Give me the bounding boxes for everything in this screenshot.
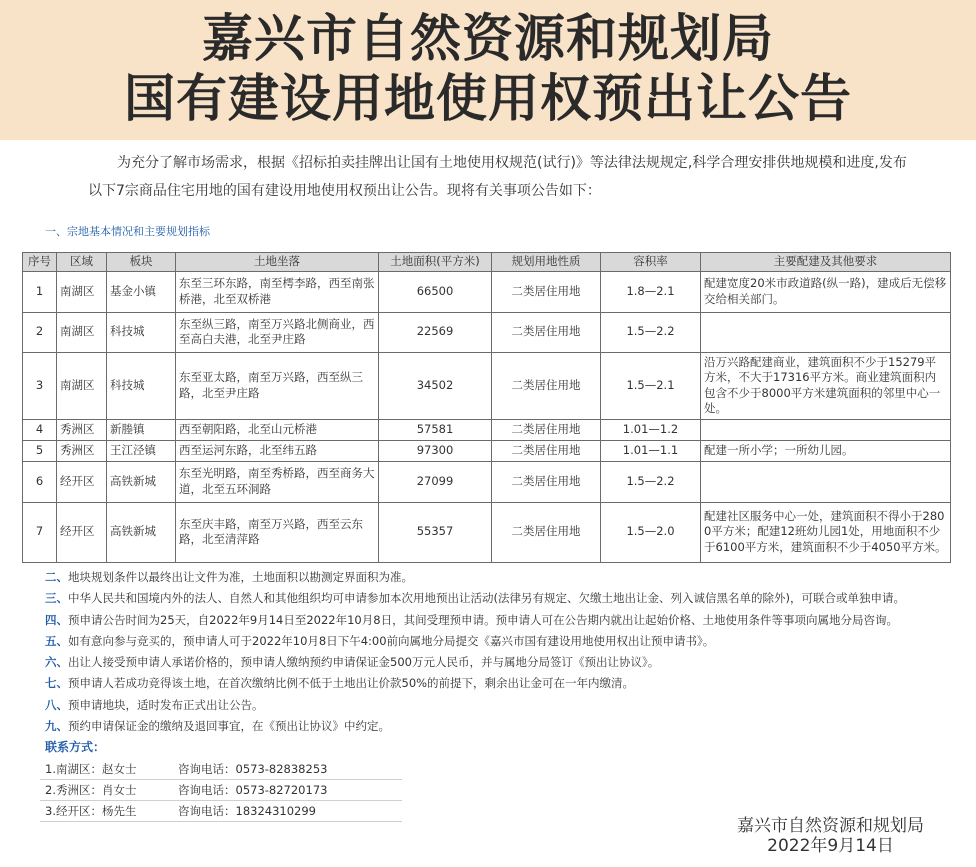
cell-district: 经开区: [57, 461, 107, 502]
table-row: [23, 271, 951, 312]
cell-area: 34502: [379, 352, 492, 419]
cell-area: 57581: [379, 419, 492, 440]
cell-district: 南湖区: [57, 352, 107, 419]
column-header-use: 规划用地性质: [492, 253, 601, 272]
header-band: [0, 0, 976, 140]
cell-use: 二类居住用地: [492, 352, 601, 419]
cell-notes: 配建一所小学；一所幼儿园。: [701, 440, 951, 461]
cell-notes: [701, 419, 951, 440]
cell-district: 南湖区: [57, 271, 107, 312]
contact-row: [40, 780, 402, 801]
column-header-area: 土地面积(平方米): [379, 253, 492, 272]
contacts-list: [40, 759, 402, 822]
item-text: 预约申请保证金的缴纳及退回事宜，在《预出让协议》中约定。: [68, 719, 390, 734]
cell-notes: 沿万兴路配建商业，建筑面积不少于15279平方米，不大于17316平方米。商业建筑面积内包含不少于8000平方米建筑面积的邻里中心一处。: [701, 352, 951, 419]
cell-block: 高铁新城: [107, 502, 176, 562]
item-text: 预申请地块，适时发布正式出让公告。: [68, 697, 264, 712]
contact-row: [40, 801, 402, 822]
cell-area: 27099: [379, 461, 492, 502]
notice-item: [45, 567, 905, 588]
intro-line-1: 为充分了解市场需求，根据《招标拍卖挂牌出让国有土地使用权规范(试行)》等法律法规规定,科学合理安排供地规模和进度,发布: [117, 155, 907, 171]
cell-no: 3: [23, 352, 57, 419]
notice-item: [45, 652, 905, 673]
intro-line-2: 以下7宗商品住宅用地的国有建设用地使用权预出让公告。现将有关事项公告如下：: [88, 183, 601, 199]
contact-person: 3.经开区：杨先生: [45, 804, 137, 818]
table-header-row: [23, 253, 951, 272]
column-header-location: 土地坐落: [176, 253, 379, 272]
column-header-notes: 主要配建及其他要求: [701, 253, 951, 272]
cell-block: 高铁新城: [107, 461, 176, 502]
cell-no: 1: [23, 271, 57, 312]
cell-area: 66500: [379, 271, 492, 312]
notice-item: [45, 610, 905, 631]
cell-location: 东至亚太路，南至万兴路，西至纵三路，北至尹庄路: [176, 352, 379, 419]
item-number: 八、: [45, 697, 68, 712]
item-number: 七、: [45, 676, 68, 691]
notice-item: [45, 631, 905, 652]
table-row: [23, 440, 951, 461]
cell-use: 二类居住用地: [492, 440, 601, 461]
cell-block: 基金小镇: [107, 271, 176, 312]
cell-use: 二类居住用地: [492, 502, 601, 562]
cell-area: 55357: [379, 502, 492, 562]
contact-person: 1.南湖区：赵女士: [45, 762, 137, 776]
title-line-2: 国有建设用地使用权预出让公告: [123, 70, 852, 129]
column-header-block: 板块: [107, 253, 176, 272]
cell-location: 东至纵三路，南至万兴路北侧商业，西至高白夫港，北至尹庄路: [176, 312, 379, 352]
column-header-far: 容积率: [601, 253, 701, 272]
cell-district: 南湖区: [57, 312, 107, 352]
notice-item: [45, 588, 905, 609]
cell-no: 2: [23, 312, 57, 352]
cell-use: 二类居住用地: [492, 461, 601, 502]
contact-row: [40, 759, 402, 780]
cell-location: 西至运河东路，北至纬五路: [176, 440, 379, 461]
cell-location: 西至朝阳路，北至山元桥港: [176, 419, 379, 440]
cell-notes: [701, 461, 951, 502]
section-heading: 一、宗地基本情况和主要规划指标: [45, 225, 210, 238]
notice-item: [45, 716, 905, 737]
cell-district: 经开区: [57, 502, 107, 562]
signature-block: [728, 816, 933, 856]
cell-use: 二类居住用地: [492, 419, 601, 440]
table-row: [23, 419, 951, 440]
item-number: 三、: [45, 591, 68, 606]
table-row: [23, 312, 951, 352]
cell-far: 1.01—1.1: [601, 440, 701, 461]
item-number: 五、: [45, 633, 68, 648]
cell-far: 1.5—2.2: [601, 461, 701, 502]
column-header-district: 区域: [57, 253, 107, 272]
cell-notes: 配建社区服务中心一处，建筑面积不得小于2800平方米；配建12班幼儿园1处，用地面积不少于6100平方米，建筑面积不少于4050平方米。: [701, 502, 951, 562]
cell-no: 5: [23, 440, 57, 461]
cell-no: 7: [23, 502, 57, 562]
table-row: [23, 352, 951, 419]
cell-block: 科技城: [107, 312, 176, 352]
item-text: 预申请人若成功竞得该土地，在首次缴纳比例不低于土地出让价款50%的前提下，剩余出让金可在一年内缴清。: [68, 676, 635, 691]
item-text: 中华人民共和国境内外的法人、自然人和其他组织均可申请参加本次用地预出让活动(法律另有规定、欠缴土地出让金、列入诚信黑名单的除外)，可联合或单独申请。: [68, 591, 905, 606]
contact-phone: 咨询电话：0573-82838253: [178, 762, 328, 776]
table-row: [23, 502, 951, 562]
cell-far: 1.8—2.1: [601, 271, 701, 312]
notice-item: [45, 695, 905, 716]
cell-block: 王江泾镇: [107, 440, 176, 461]
title-line-1: 嘉兴市自然资源和规划局: [201, 10, 774, 69]
cell-no: 4: [23, 419, 57, 440]
signature-org: 嘉兴市自然资源和规划局: [737, 816, 924, 836]
notice-item: [45, 673, 905, 694]
cell-no: 6: [23, 461, 57, 502]
cell-far: 1.5—2.0: [601, 502, 701, 562]
cell-location: 东至光明路，南至秀桥路，西至商务大道，北至五环洞路: [176, 461, 379, 502]
signature-date: 2022年9月14日: [767, 836, 894, 856]
contact-person: 2.秀洲区：肖女士: [45, 783, 137, 797]
item-number: 四、: [45, 612, 68, 627]
item-text: 地块规划条件以最终出让文件为准，土地面积以勘测定界面积为准。: [68, 570, 413, 584]
item-number: 九、: [45, 719, 68, 734]
item-text: 如有意向参与竞买的，预申请人可于2022年10月8日下午4:00前向属地分局提交《嘉兴市国有建设用地使用权出让预申请书》。: [68, 633, 715, 648]
cell-use: 二类居住用地: [492, 312, 601, 352]
land-table-body: [23, 271, 951, 562]
notice-items: [45, 567, 905, 759]
cell-district: 秀洲区: [57, 419, 107, 440]
land-table: [22, 252, 951, 563]
table-row: [23, 461, 951, 502]
cell-use: 二类居住用地: [492, 271, 601, 312]
item-number: 六、: [45, 655, 68, 670]
cell-notes: 配建宽度20米市政道路(纵一路)，建成后无偿移交给相关部门。: [701, 271, 951, 312]
contact-phone: 咨询电话：18324310299: [178, 804, 316, 818]
column-header-no: 序号: [23, 253, 57, 272]
cell-location: 东至三环东路，南至樗李路，西至南张桥港，北至双桥港: [176, 271, 379, 312]
item-text: 预申请公告时间为25天，自2022年9月14日至2022年10月8日，其间受理预申请。预申请人可在公告期内就出让起始价格、土地使用条件等事项向属地分局咨询。: [68, 612, 899, 627]
item-text: 出让人接受预申请人承诺价格的，预申请人缴纳预约申请保证金500万元人民币，并与属地分局签订《预出让协议》。: [68, 655, 660, 670]
contact-phone: 咨询电话：0573-82720173: [178, 783, 328, 797]
contacts-heading: 联系方式：: [45, 740, 106, 755]
cell-far: 1.5—2.1: [601, 352, 701, 419]
cell-block: 科技城: [107, 352, 176, 419]
cell-far: 1.01—1.2: [601, 419, 701, 440]
item-number: 二、: [45, 570, 68, 584]
cell-notes: [701, 312, 951, 352]
cell-area: 22569: [379, 312, 492, 352]
cell-area: 97300: [379, 440, 492, 461]
cell-district: 秀洲区: [57, 440, 107, 461]
cell-far: 1.5—2.2: [601, 312, 701, 352]
cell-location: 东至庆丰路，南至万兴路，西至云东路，北至清萍路: [176, 502, 379, 562]
cell-block: 新塍镇: [107, 419, 176, 440]
